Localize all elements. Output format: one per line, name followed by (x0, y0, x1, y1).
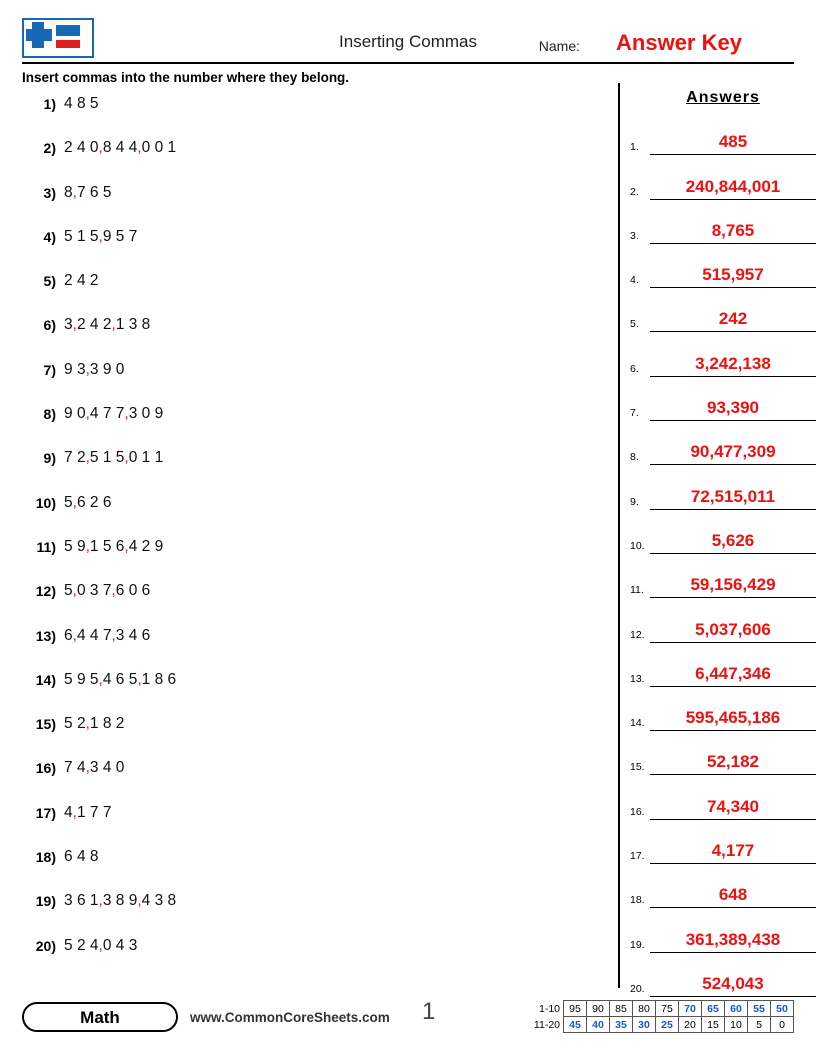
question-number: 4) (43, 228, 56, 245)
answer-row (630, 334, 816, 378)
question-digits[interactable]: 4,1 7 7 (64, 803, 112, 821)
question-row (22, 139, 602, 183)
page-header (22, 18, 794, 64)
question-row (22, 184, 602, 228)
answer-value[interactable]: 93,390 (707, 398, 759, 418)
answer-key-label: Answer Key (616, 30, 742, 55)
answer-row (630, 600, 816, 644)
score-cell[interactable]: 45 (564, 1017, 587, 1033)
name-label: Name: (538, 38, 580, 54)
question-number: 12) (35, 583, 56, 600)
score-cell[interactable]: 85 (610, 1001, 633, 1017)
answer-value[interactable]: 361,389,438 (685, 929, 781, 949)
score-cell[interactable]: 40 (587, 1017, 610, 1033)
question-row (22, 582, 602, 626)
question-row (22, 937, 602, 981)
answer-number: 7. (630, 407, 639, 420)
answer-row (630, 512, 816, 556)
answer-value[interactable]: 8,765 (711, 220, 755, 240)
question-digits[interactable]: 6 4 8 (64, 848, 99, 866)
question-row (22, 538, 602, 582)
answer-value[interactable]: 59,156,429 (690, 575, 776, 595)
question-digits[interactable]: 3,2 4 2,1 3 8 (64, 316, 151, 334)
question-digits[interactable]: 3 6 1,3 8 9,4 3 8 (64, 892, 177, 910)
answer-value[interactable]: 5,626 (711, 530, 755, 550)
answer-value[interactable]: 648 (718, 885, 748, 905)
question-digits[interactable]: 5 2 4,0 4 3 (64, 936, 138, 954)
answer-row (630, 290, 816, 334)
page-title: Inserting Commas (339, 32, 477, 51)
answer-number: 1. (630, 141, 639, 154)
column-divider (618, 83, 620, 988)
question-digits[interactable]: 9 0,4 7 7,3 0 9 (64, 405, 164, 423)
answer-value[interactable]: 242 (718, 309, 748, 329)
question-row (22, 671, 602, 715)
instruction-text: Insert commas into the number where they belong. (22, 70, 350, 85)
question-digits[interactable]: 4 8 5 (64, 95, 99, 112)
score-row-label: 1-10 (538, 1002, 560, 1015)
answer-row (630, 157, 816, 201)
answer-row (630, 822, 816, 866)
question-digits[interactable]: 7 4,3 4 0 (64, 759, 125, 777)
question-row (22, 494, 602, 538)
answer-number: 18. (630, 894, 645, 907)
question-row (22, 759, 602, 803)
question-row (22, 715, 602, 759)
question-number: 3) (43, 184, 56, 201)
answer-value[interactable]: 5,037,606 (695, 619, 771, 639)
question-number: 10) (35, 494, 56, 511)
answer-row (630, 379, 816, 423)
answer-row (630, 113, 816, 157)
question-row (22, 316, 602, 360)
answer-value[interactable]: 240,844,001 (685, 176, 781, 196)
subject-badge: Math (22, 1002, 178, 1032)
score-row (531, 1017, 794, 1033)
answer-row (630, 733, 816, 777)
question-digits[interactable]: 2 4 2 (64, 272, 99, 290)
question-digits[interactable]: 5,6 2 6 (64, 493, 112, 511)
score-cell[interactable]: 20 (679, 1017, 702, 1033)
answer-number: 6. (630, 362, 639, 375)
answer-value[interactable]: 4,177 (711, 841, 755, 861)
questions-list (22, 95, 602, 981)
question-number: 16) (35, 760, 56, 777)
score-cell[interactable]: 35 (610, 1017, 633, 1033)
question-number: 8) (43, 406, 56, 423)
answer-number: 19. (630, 938, 645, 951)
question-row (22, 95, 602, 139)
score-cell[interactable]: 90 (587, 1001, 610, 1017)
question-number: 9) (43, 450, 56, 467)
question-number: 11) (36, 538, 56, 555)
score-cell[interactable]: 10 (725, 1017, 748, 1033)
question-digits[interactable]: 5 1 5,9 5 7 (64, 227, 138, 245)
answer-number: 20. (630, 982, 645, 995)
question-digits[interactable]: 5,0 3 7,6 0 6 (64, 582, 151, 600)
question-number: 15) (35, 716, 56, 733)
score-cell[interactable]: 0 (771, 1017, 794, 1033)
question-number: 18) (35, 849, 56, 866)
answer-number: 15. (630, 761, 645, 774)
answer-number: 16. (630, 805, 645, 818)
question-row (22, 405, 602, 449)
answer-number: 4. (630, 274, 639, 287)
answer-value[interactable]: 74,340 (707, 796, 759, 816)
question-row (22, 892, 602, 936)
answer-row (630, 423, 816, 467)
answer-row (630, 246, 816, 290)
answer-row (630, 467, 816, 511)
answer-number: 14. (630, 717, 645, 730)
answers-heading: Answers (686, 89, 760, 106)
question-number: 20) (35, 937, 56, 954)
answer-number: 13. (630, 672, 645, 685)
answer-row (630, 556, 816, 600)
question-number: 14) (35, 671, 56, 688)
score-cell[interactable]: 15 (702, 1017, 725, 1033)
answer-value[interactable]: 515,957 (702, 265, 764, 285)
answer-row (630, 910, 816, 954)
question-digits[interactable]: 5 9 5,4 6 5,1 8 6 (64, 670, 177, 688)
question-number: 19) (35, 893, 56, 910)
question-digits[interactable]: 5 2,1 8 2 (64, 715, 125, 733)
question-row (22, 804, 602, 848)
answer-number: 5. (630, 318, 639, 331)
question-digits[interactable]: 2 4 0,8 4 4,0 0 1 (64, 139, 177, 157)
question-number: 6) (43, 317, 56, 334)
answer-row (630, 955, 816, 999)
answer-number: 12. (630, 628, 645, 641)
question-row (22, 272, 602, 316)
question-digits[interactable]: 7 2,5 1 5,0 1 1 (64, 449, 164, 467)
answer-number: 17. (630, 850, 645, 863)
page-footer (22, 994, 794, 1042)
answer-value[interactable]: 72,515,011 (690, 486, 776, 506)
score-cell[interactable]: 95 (564, 1001, 587, 1017)
answer-number: 2. (630, 185, 639, 198)
question-number: 2) (43, 140, 56, 157)
question-number: 5) (43, 273, 56, 290)
question-row (22, 627, 602, 671)
answer-number: 11. (630, 584, 644, 597)
answer-row (630, 777, 816, 821)
answer-number: 8. (630, 451, 639, 464)
score-cell[interactable]: 25 (656, 1017, 679, 1033)
answer-value[interactable]: 6,447,346 (695, 663, 771, 683)
score-cell[interactable]: 80 (633, 1001, 656, 1017)
answers-column (630, 89, 816, 999)
score-cell[interactable]: 60 (725, 1001, 748, 1017)
answer-number: 3. (630, 229, 639, 242)
answer-value[interactable]: 524,043 (702, 973, 764, 993)
question-digits[interactable]: 5 9,1 5 6,4 2 9 (64, 537, 164, 555)
question-row (22, 848, 602, 892)
question-number: 17) (35, 804, 56, 821)
question-number: 1) (43, 96, 56, 112)
score-cell[interactable]: 30 (633, 1017, 656, 1033)
score-cell[interactable]: 75 (656, 1001, 679, 1017)
question-digits[interactable]: 8,7 6 5 (64, 183, 112, 201)
score-cell[interactable]: 65 (702, 1001, 725, 1017)
question-number: 7) (43, 361, 56, 378)
question-row (22, 449, 602, 493)
website-url: www.CommonCoreSheets.com (190, 1010, 390, 1025)
score-cell[interactable]: 70 (679, 1001, 702, 1017)
score-row (531, 1001, 794, 1017)
answer-number: 9. (630, 495, 639, 508)
answer-row (630, 645, 816, 689)
score-row-label: 11-20 (533, 1018, 560, 1031)
answer-value[interactable]: 595,465,186 (685, 708, 781, 728)
page-number: 1 (422, 998, 436, 1025)
answer-row (630, 866, 816, 910)
answer-row (630, 689, 816, 733)
question-row (22, 228, 602, 272)
question-row (22, 361, 602, 405)
answer-value[interactable]: 3,242,138 (695, 353, 771, 373)
score-cell[interactable]: 5 (748, 1017, 771, 1033)
answer-value[interactable]: 52,182 (707, 752, 759, 772)
question-number: 13) (35, 627, 56, 644)
score-table (531, 1000, 794, 1033)
answer-row (630, 202, 816, 246)
worksheet-body (22, 89, 794, 995)
question-digits[interactable]: 6,4 4 7,3 4 6 (64, 626, 151, 644)
answer-value[interactable]: 485 (718, 132, 748, 152)
score-cell[interactable]: 55 (748, 1001, 771, 1017)
answer-value[interactable]: 90,477,309 (690, 442, 776, 462)
question-digits[interactable]: 9 3,3 9 0 (64, 360, 125, 378)
score-cell[interactable]: 50 (771, 1001, 794, 1017)
answer-number: 10. (630, 539, 645, 552)
